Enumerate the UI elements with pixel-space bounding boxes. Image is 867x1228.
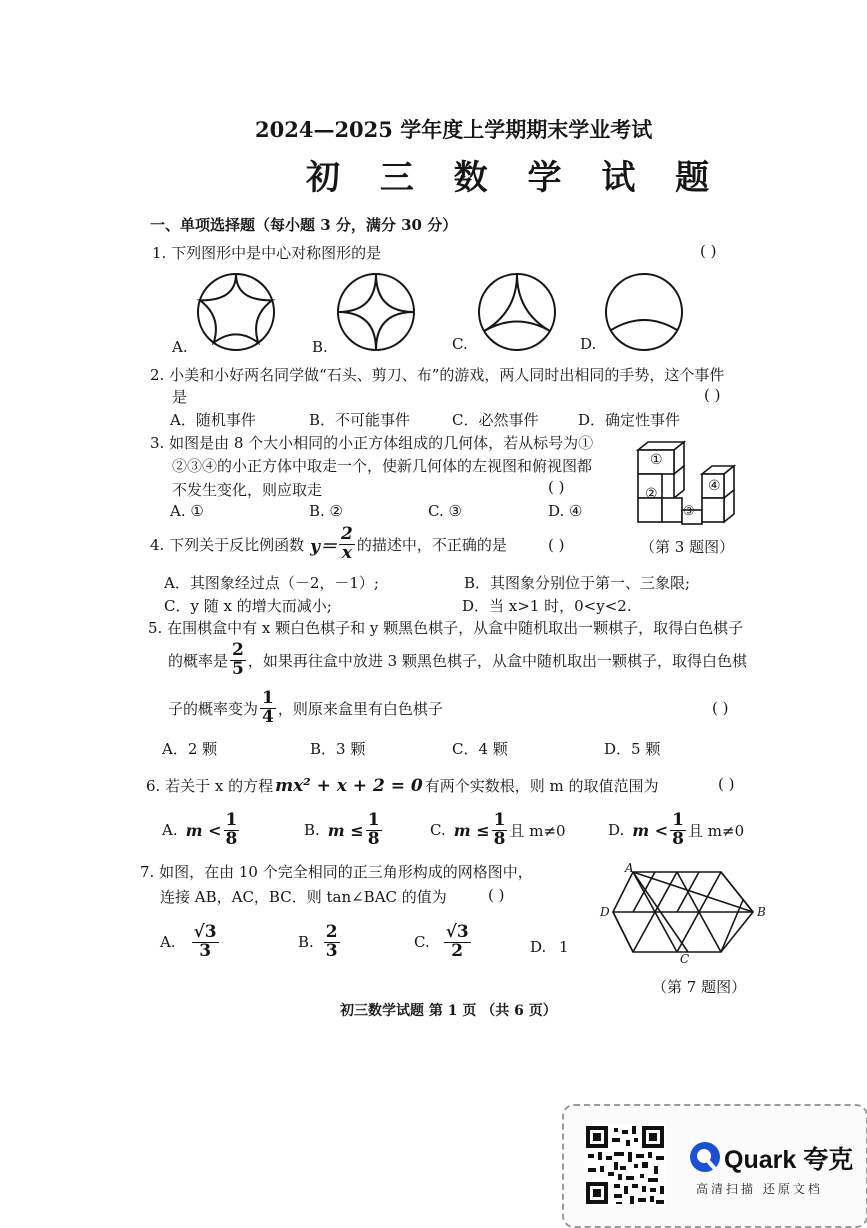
q7-option-d-label: D. xyxy=(530,938,547,956)
q3-cube-label-3: ③ xyxy=(683,504,695,519)
q4-stem-a: 4. 下列关于反比例函数 xyxy=(150,535,305,554)
q6-option-d-label: D. xyxy=(608,821,625,840)
q2-stem: 2. 小美和小好两名同学做“石头、剪刀、布”的游戏，两人同时出相同的手势，这个事件 xyxy=(150,366,725,384)
q3-option-a: A. ① xyxy=(170,502,204,520)
section-heading: 一、单项选择题（每小题 3 分，满分 30 分） xyxy=(150,216,458,234)
q6-stem-line xyxy=(146,775,658,796)
q7-option-c xyxy=(414,924,473,961)
q5-p2-den: 4 xyxy=(262,706,274,727)
q3-option-b: B. ② xyxy=(309,502,344,520)
page-footer: 初三数学试题 第 1 页 （共 6 页） xyxy=(340,1003,557,1019)
q5-stem2-b: ，如果再往盒中放进 3 颗黑色棋子，从盒中随机取出一颗棋子，取得白色棋 xyxy=(247,651,747,670)
q5-option-d: D．5 颗 xyxy=(604,740,661,758)
q6-stem-a: 6. 若关于 x 的方程 xyxy=(146,777,274,795)
q6-equation: mx² + x + 2 = 0 xyxy=(275,775,423,796)
q5-option-c: C．4 颗 xyxy=(452,740,508,758)
q1-figure-d xyxy=(606,274,682,350)
q3-stem-cont: ②③④的小正方体中取走一个，使新几何体的左视图和俯视图都 xyxy=(172,457,593,475)
q6-option-a-label: A. xyxy=(162,821,178,840)
q7-option-c-num: √3 xyxy=(445,922,469,942)
q4-func-lhs: y＝ xyxy=(310,536,337,557)
q7-option-b-num: 2 xyxy=(325,922,338,942)
q6-option-a-num: 1 xyxy=(225,810,238,830)
q6-answer-paren: ( ) xyxy=(718,775,735,793)
q5-prob-fraction-2 xyxy=(260,690,276,727)
q3-stem-cont2: 不发生变化，则应取走 xyxy=(172,481,323,499)
q7-option-c-frac xyxy=(444,924,471,961)
q2-option-d: D．确定性事件 xyxy=(578,411,681,429)
q6-option-b-num: 1 xyxy=(367,810,380,830)
q6-option-b-frac xyxy=(366,812,382,849)
q3-option-d: D. ④ xyxy=(548,502,583,520)
q6-option-b xyxy=(304,812,384,849)
q6-option-a-frac xyxy=(224,812,240,849)
q4-func-num: 2 xyxy=(340,524,353,544)
q7-option-d-value: 1 xyxy=(559,938,569,956)
q6-option-d-num: 1 xyxy=(672,810,685,830)
q4-answer-paren: ( ) xyxy=(548,536,565,554)
quark-logo-icon xyxy=(688,1140,722,1174)
q5-stem3-a: 子的概率变为 xyxy=(168,699,259,718)
quark-watermark-card xyxy=(562,1104,867,1228)
q5-stem: 5. 在围棋盒中有 x 颗白色棋子和 y 颗黑色棋子，从盒中随机取出一颗棋子，取得白色棋子 xyxy=(148,619,744,637)
q6-option-b-lhs: m ≤ xyxy=(327,820,364,840)
q7-option-a-den: 3 xyxy=(199,940,212,961)
q5-prob-fraction-1 xyxy=(230,642,246,679)
q4-option-b: B．其图象分别位于第一、三象限; xyxy=(464,574,691,592)
q5-stem3-b: ，则原来盒里有白色棋子 xyxy=(277,699,443,718)
q1-option-a: A. xyxy=(172,338,188,356)
q6-option-c xyxy=(430,812,566,849)
q5-option-b: B．3 颗 xyxy=(310,740,366,758)
q7-option-b-frac xyxy=(324,924,340,961)
q5-p1-den: 5 xyxy=(232,658,244,679)
q4-stem-b: 的描述中，不正确的是 xyxy=(356,535,507,554)
q7-stem-cont: 连接 AB，AC，BC．则 tan∠BAC 的值为 xyxy=(160,888,447,906)
q5-stem-line2 xyxy=(168,642,747,679)
q7-point-d-label: D xyxy=(600,905,610,919)
q5-p1-num: 2 xyxy=(232,640,244,660)
q7-option-a-label: A. xyxy=(160,933,176,952)
q2-option-c: C．必然事件 xyxy=(452,411,539,429)
q7-option-a-frac xyxy=(192,924,219,961)
q3-figure-caption: （第 3 题图） xyxy=(640,538,735,556)
q1-option-c: C. xyxy=(452,335,468,353)
q6-option-c-frac xyxy=(492,812,508,849)
q2-option-a: A．随机事件 xyxy=(170,411,256,429)
q4-option-d: D．当 x>1 时，0<y<2. xyxy=(462,597,632,615)
q7-answer-paren: ( ) xyxy=(488,886,505,904)
q7-stem: 7. 如图，在由 10 个完全相同的正三角形构成的网格图中， xyxy=(140,863,533,881)
q1-option-b: B. xyxy=(312,338,328,356)
q7-option-b-label: B. xyxy=(298,933,314,952)
q3-stem: 3. 如图是由 8 个大小相同的小正方体组成的几何体，若从标号为① xyxy=(150,434,594,452)
exam-title: 2024—2025 学年度上学期期末学业考试 xyxy=(255,117,653,142)
q5-option-a: A．2 颗 xyxy=(162,740,218,758)
q5-stem-line3 xyxy=(168,690,443,727)
q7-option-a-num: √3 xyxy=(193,922,217,942)
q7-point-b-label: B xyxy=(757,905,766,919)
q5-stem2-a: 的概率是 xyxy=(168,651,229,670)
q1-stem: 1. 下列图形中是中心对称图形的是 xyxy=(152,244,382,262)
q6-option-d-lhs: m < xyxy=(632,820,669,840)
q6-option-c-lhs: m ≤ xyxy=(453,820,490,840)
q1-answer-paren: ( ) xyxy=(700,242,717,260)
q6-option-c-tail: 且 m≠0 xyxy=(509,821,566,840)
q4-option-a: A．其图象经过点（－2，－1）; xyxy=(164,574,379,592)
quark-tagline: 高清扫描 还原文档 xyxy=(696,1182,823,1196)
q5-p2-num: 1 xyxy=(262,688,274,708)
q6-option-c-num: 1 xyxy=(493,810,506,830)
q3-cube-label-1: ① xyxy=(650,452,663,468)
q6-stem-b: 有两个实数根，则 m 的取值范围为 xyxy=(424,777,659,795)
q6-option-c-label: C. xyxy=(430,821,446,840)
q4-func-fraction xyxy=(339,526,355,563)
q3-answer-paren: ( ) xyxy=(548,478,565,496)
q7-point-a-label: A xyxy=(625,861,634,875)
q7-point-c-label: C xyxy=(680,952,690,966)
q6-option-d-den: 8 xyxy=(672,828,685,849)
quark-brand: Quark 夸克 xyxy=(724,1146,854,1174)
q6-option-d-tail: 且 m≠0 xyxy=(688,821,745,840)
q6-option-d xyxy=(608,812,744,849)
q7-option-c-label: C. xyxy=(414,933,430,952)
q3-cube-label-4: ④ xyxy=(708,478,721,494)
q6-option-a xyxy=(162,812,241,849)
q1-figure-c xyxy=(479,274,555,350)
q4-func-den: x xyxy=(341,542,352,563)
q3-cube-label-2: ② xyxy=(645,486,658,502)
q1-figure-a xyxy=(198,274,274,350)
q5-answer-paren: ( ) xyxy=(712,699,729,717)
q4-option-c: C．y 随 x 的增大而减小; xyxy=(164,597,332,615)
q7-figure-caption: （第 7 题图） xyxy=(652,978,747,996)
q6-option-a-lhs: m < xyxy=(185,820,222,840)
q6-option-b-den: 8 xyxy=(367,828,380,849)
qr-code-icon xyxy=(584,1124,666,1206)
q1-figure-b xyxy=(338,274,414,350)
q2-option-b: B．不可能事件 xyxy=(309,411,411,429)
q1-option-d: D. xyxy=(580,335,597,353)
q6-option-d-frac xyxy=(670,812,686,849)
q4-stem-line xyxy=(150,526,507,563)
q7-option-d xyxy=(530,938,569,956)
q7-option-b-den: 3 xyxy=(325,940,338,961)
q2-stem-cont: 是 xyxy=(172,388,188,406)
q7-option-c-den: 2 xyxy=(451,940,464,961)
q6-option-a-den: 8 xyxy=(225,828,238,849)
q6-option-b-label: B. xyxy=(304,821,320,840)
q3-option-c: C. ③ xyxy=(428,502,462,520)
q6-option-c-den: 8 xyxy=(493,828,506,849)
q2-answer-paren: ( ) xyxy=(704,386,721,404)
q7-option-b xyxy=(298,924,342,961)
subject-title: 初 三 数 学 试 题 xyxy=(306,158,724,198)
q7-option-a xyxy=(160,924,221,961)
